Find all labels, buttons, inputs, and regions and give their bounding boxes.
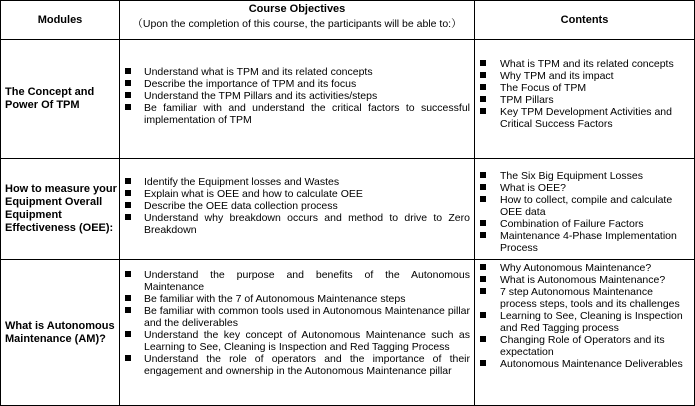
content-text: Why TPM and its impact xyxy=(500,70,614,82)
list-item xyxy=(120,176,474,188)
module-name: What is Autonomous Maintenance (AM)? xyxy=(1,260,120,406)
content-text: The Focus of TPM xyxy=(500,82,587,94)
content-text: TPM Pillars xyxy=(500,94,554,106)
modules-header: Modules xyxy=(1,1,120,40)
list-item xyxy=(475,334,694,358)
bullet-square-icon xyxy=(480,184,486,190)
content-text: Learning to See, Cleaning is Inspection and Red Tagging process xyxy=(500,310,683,334)
bullet-square-icon xyxy=(480,360,486,366)
content-text: 7 step Autonomous Maintenance process steps, tools and its challenges xyxy=(500,286,680,310)
objectives-header-title: Course Objectives xyxy=(248,3,346,15)
bullet-square-icon xyxy=(480,232,486,238)
list-item xyxy=(475,70,694,82)
bullet-square-icon xyxy=(480,60,486,66)
contents-list xyxy=(475,170,694,254)
table-row xyxy=(1,40,695,159)
objective-text: Describe the importance of TPM and its focus xyxy=(144,78,357,90)
table-row xyxy=(1,159,695,260)
list-item xyxy=(120,305,474,329)
contents-cell xyxy=(475,40,695,159)
bullet-square-icon xyxy=(125,331,131,337)
objective-text: Describe the OEE data collection process xyxy=(144,200,338,212)
objective-text: Understand what is TPM and its related concepts xyxy=(144,66,373,78)
bullet-square-icon xyxy=(125,104,131,110)
module-name: The Concept and Power Of TPM xyxy=(1,40,120,159)
list-item xyxy=(475,194,694,218)
bullet-square-icon xyxy=(480,96,486,102)
bullet-square-icon xyxy=(480,276,486,282)
table-header-row xyxy=(1,1,695,40)
list-item xyxy=(120,66,474,78)
content-text: Why Autonomous Maintenance? xyxy=(500,262,652,274)
bullet-square-icon xyxy=(480,72,486,78)
objective-text: Understand the purpose and benefits of the Autonomous Maintenance xyxy=(144,269,470,293)
objective-text: Understand the role of operators and the importance of their engagement and ownership in the Autonomous Maintenance pillar xyxy=(144,353,470,377)
list-item xyxy=(475,82,694,94)
list-item xyxy=(120,212,474,236)
list-item xyxy=(475,218,694,230)
bullet-square-icon xyxy=(480,108,486,114)
list-item xyxy=(120,353,474,377)
bullet-square-icon xyxy=(125,307,131,313)
objectives-header-subtitle: （Upon the completion of this course, the participants will be able to:） xyxy=(132,18,462,30)
content-text: Autonomous Maintenance Deliverables xyxy=(500,358,683,370)
bullet-square-icon xyxy=(480,172,486,178)
content-text: How to collect, compile and calculate OEE data xyxy=(500,194,673,218)
list-item xyxy=(475,58,694,70)
list-item xyxy=(120,329,474,353)
content-text: What is TPM and its related concepts xyxy=(500,58,674,70)
content-text: Key TPM Development Activities and Critical Success Factors xyxy=(500,106,672,130)
bullet-square-icon xyxy=(480,220,486,226)
list-item xyxy=(475,182,694,194)
objective-text: Understand the key concept of Autonomous Maintenance such as Learning to See, Cleaning is Inspection and Red Tagging Process xyxy=(144,329,470,353)
contents-header: Contents xyxy=(475,1,695,40)
bullet-square-icon xyxy=(125,80,131,86)
objectives-header xyxy=(120,1,475,40)
objective-text: Explain what is OEE and how to calculate OEE xyxy=(144,188,363,200)
list-item xyxy=(475,262,694,274)
bullet-square-icon xyxy=(125,68,131,74)
list-item xyxy=(120,102,474,126)
list-item xyxy=(475,274,694,286)
bullet-square-icon xyxy=(480,84,486,90)
objectives-cell xyxy=(120,260,475,406)
contents-list xyxy=(475,58,694,130)
objective-text: Be familiar with and understand the critical factors to successful implementation of TPM xyxy=(144,102,470,126)
content-text: Changing Role of Operators and its expectation xyxy=(500,334,665,358)
content-text: What is Autonomous Maintenance? xyxy=(500,274,666,286)
bullet-square-icon xyxy=(480,312,486,318)
objectives-cell xyxy=(120,159,475,260)
bullet-square-icon xyxy=(125,355,131,361)
content-text: What is OEE? xyxy=(500,182,566,194)
objective-text: Identify the Equipment losses and Wastes xyxy=(144,176,340,188)
objective-text: Be familiar with the 7 of Autonomous Maintenance steps xyxy=(144,293,406,305)
bullet-square-icon xyxy=(125,214,131,220)
list-item xyxy=(120,200,474,212)
list-item xyxy=(120,188,474,200)
list-item xyxy=(120,78,474,90)
bullet-square-icon xyxy=(480,336,486,342)
bullet-square-icon xyxy=(480,264,486,270)
content-text: Combination of Failure Factors xyxy=(500,218,644,230)
objective-text: Be familiar with common tools used in Autonomous Maintenance pillar and the deliverables xyxy=(144,305,470,329)
bullet-square-icon xyxy=(480,288,486,294)
table-row xyxy=(1,260,695,406)
contents-cell xyxy=(475,260,695,406)
contents-cell xyxy=(475,159,695,260)
list-item xyxy=(475,170,694,182)
list-item xyxy=(120,293,474,305)
objectives-list xyxy=(120,66,474,126)
content-text: Maintenance 4-Phase Implementation Process xyxy=(500,230,677,254)
bullet-square-icon xyxy=(125,202,131,208)
bullet-square-icon xyxy=(125,178,131,184)
list-item xyxy=(475,358,694,370)
list-item xyxy=(475,310,694,334)
bullet-square-icon xyxy=(125,92,131,98)
objective-text: Understand why breakdown occurs and method to drive to Zero Breakdown xyxy=(144,212,470,236)
objectives-list xyxy=(120,176,474,236)
bullet-square-icon xyxy=(480,196,486,202)
list-item xyxy=(120,90,474,102)
list-item xyxy=(475,106,694,130)
contents-list xyxy=(475,262,694,370)
list-item xyxy=(475,286,694,310)
list-item xyxy=(120,269,474,293)
bullet-square-icon xyxy=(125,295,131,301)
bullet-square-icon xyxy=(125,271,131,277)
objectives-list xyxy=(120,269,474,377)
list-item xyxy=(475,94,694,106)
list-item xyxy=(475,230,694,254)
bullet-square-icon xyxy=(125,190,131,196)
module-name: How to measure your Equipment Overall Equipment Effectiveness (OEE): xyxy=(1,159,120,260)
content-text: The Six Big Equipment Losses xyxy=(500,170,643,182)
objectives-cell xyxy=(120,40,475,159)
objective-text: Understand the TPM Pillars and its activities/steps xyxy=(144,90,378,102)
